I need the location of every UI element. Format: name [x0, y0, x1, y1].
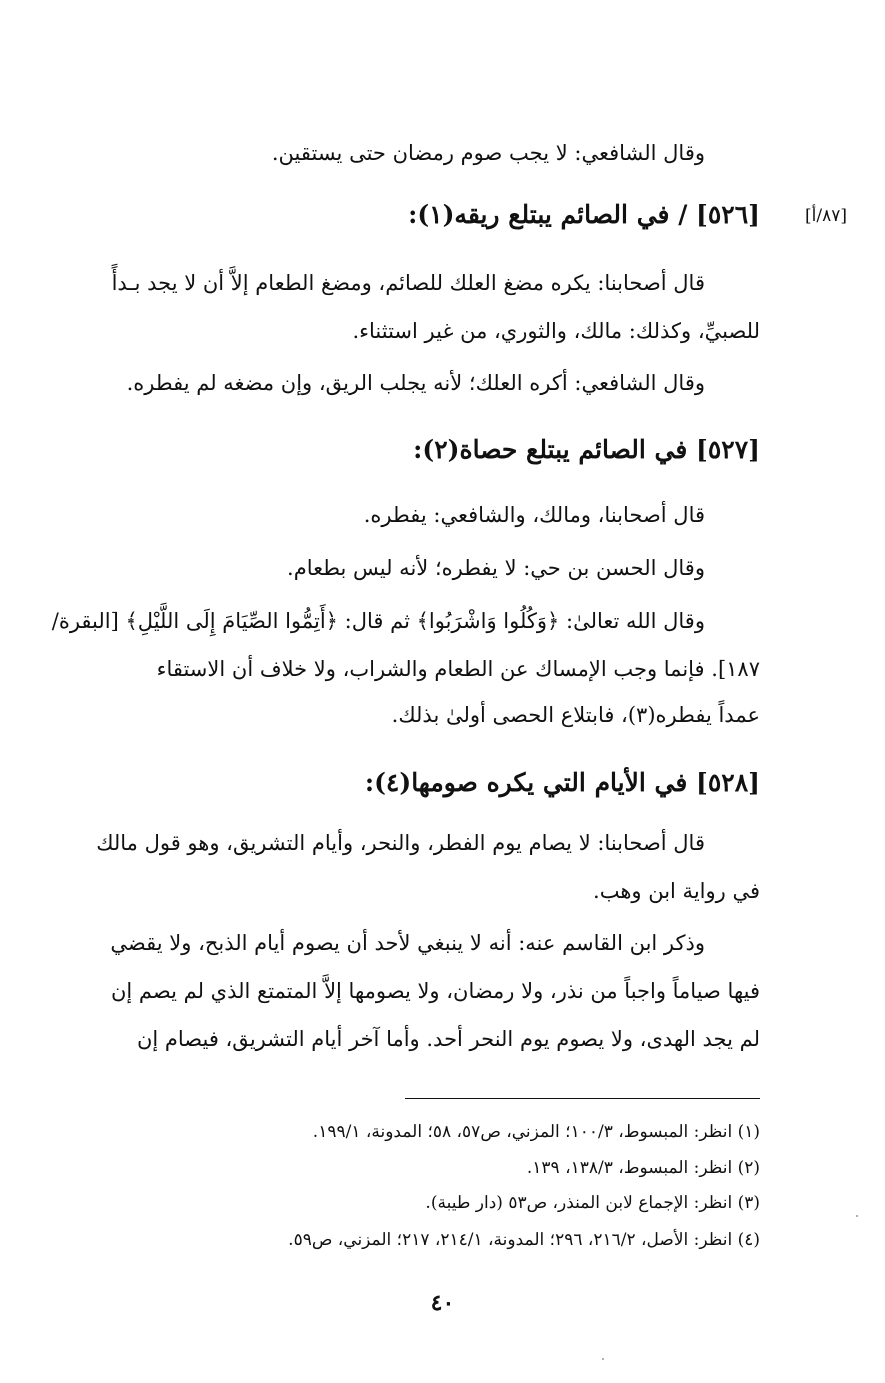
footnote-2: (٢) انظر: المبسوط، ١٣٨/٣، ١٣٩.: [526, 1158, 760, 1178]
text-line: وقال الشافعي: أكره العلك؛ لأنه يجلب الريق، وإن مضغه لم يفطره.: [126, 371, 705, 395]
text-line: قال أصحابنا، ومالك، والشافعي: يفطره.: [363, 503, 705, 527]
text-line: للصبيِّ، وكذلك: مالك، والثوري، من غير استثناء.: [352, 319, 760, 343]
scan-speck: [856, 1215, 858, 1217]
footnote-4: (٤) انظر: الأصل، ٢١٦/٢، ٢٩٦؛ المدونة، ٢١٤/١، ٢١٧؛ المزني، ص٥٩.: [288, 1230, 760, 1250]
section-heading-527: [٥٢٧] في الصائم يبتلع حصاة(٢):: [413, 435, 760, 464]
text-line-quran-verse: وقال الله تعالىٰ: ﴿وَكُلُوا وَاشْرَبُوا﴾ ثم قال: ﴿أَتِمُّوا الصِّيَامَ إِلَى اللَّيْلِ﴾ [البقرة/: [51, 609, 705, 633]
section-heading-526: [٥٢٦] / في الصائم يبتلع ريقه(١):: [408, 200, 760, 229]
section-heading-528: [٥٢٨] في الأيام التي يكره صومها(٤):: [364, 768, 760, 797]
text-line: فيها صياماً واجباً من نذر، ولا رمضان، ولا يصومها إلاَّ المتمتع الذي لم يصم إن: [110, 979, 760, 1003]
page-number: ٤٠: [430, 1290, 455, 1316]
text-line: عمداً يفطره(٣)، فابتلاع الحصى أولىٰ بذلك.: [391, 703, 760, 727]
text-line: قال أصحابنا: لا يصام يوم الفطر، والنحر، وأيام التشريق، وهو قول مالك: [96, 831, 705, 855]
text-line: وقال الشافعي: لا يجب صوم رمضان حتى يستقين.: [271, 141, 705, 165]
text-line: وذكر ابن القاسم عنه: أنه لا ينبغي لأحد أن يصوم أيام الذبح، ولا يقضي: [110, 931, 705, 955]
text-line: لم يجد الهدى، ولا يصوم يوم النحر أحد. وأما آخر أيام التشريق، فيصام إن: [136, 1027, 760, 1051]
scan-speck: [602, 1358, 604, 1360]
footnote-separator: [405, 1098, 760, 1099]
text-line: قال أصحابنا: يكره مضغ العلك للصائم، ومضغ الطعام إلاَّ أن لا يجد بـدأً: [111, 271, 705, 295]
margin-folio-note: [٨٧/أ]: [805, 206, 847, 226]
text-line: في رواية ابن وهب.: [593, 879, 760, 903]
text-line: وقال الحسن بن حي: لا يفطره؛ لأنه ليس بطعام.: [287, 556, 705, 580]
footnote-1: (١) انظر: المبسوط، ١٠٠/٣؛ المزني، ص٥٧، ٥٨؛ المدونة، ١٩٩/١.: [312, 1122, 760, 1142]
footnote-3: (٣) انظر: الإجماع لابن المنذر، ص٥٣ (دار طيبة).: [425, 1193, 760, 1213]
text-line: ١٨٧]. فإنما وجب الإمساك عن الطعام والشراب، ولا خلاف أن الاستقاء: [156, 657, 760, 681]
